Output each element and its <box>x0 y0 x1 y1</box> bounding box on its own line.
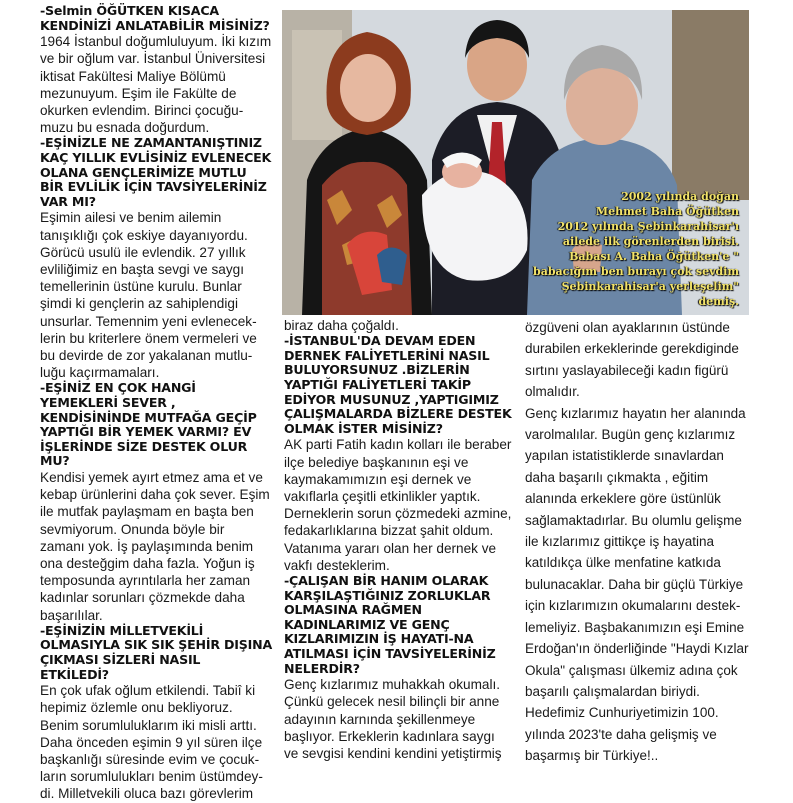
interview-answer: AK parti Fatih kadın kolları ile beraber ilçe belediye başkanının eşi ve kaymakamımızın eşi dernek ve vakıflarla çeşitli etkinlikler yaptık. Derneklerin sorun çözmedeki azmine, fedakarlıklarına bizzat şahit oldum. Vatanıma yararı olan her dernek ve vakfı desteklerim. <box>284 437 512 573</box>
interview-answer: Kendisi yemek ayırt etmez ama et ve kebap ürünlerini daha çok sever. Eşim ile mutfak paylaşmam en başta ben sevmiyorum. Onunda böyle bir zamanı yok. İş paylaşımında benim ona desteğgim daha fazla. Yoğun iş temposunda ayrıntılarla her zaman kadınlar sorunları çözmekde daha başarılılar. <box>40 469 270 623</box>
article-column-3 <box>525 317 755 767</box>
photo-caption <box>529 189 739 309</box>
caption-line: babacığım ben burayı çok sevdim <box>533 265 739 278</box>
caption-line: 2002 yılında doğan <box>621 190 739 203</box>
interview-question: -EŞİNİZ EN ÇOK HANGİ YEMEKLERİ SEVER , KENDİSİNİNDE MUTFAĞA GEÇİP YAPTIĞI BİR YEMEK VARMI? EV İŞLERİNDE SİZE DESTEK OLUR MU? <box>40 380 257 469</box>
interview-answer: Genç kızlarımız hayatın her alanında varolmalılar. Bugün genç kızlarımız yapılan istatistiklerde sınavlardan daha başarılı çıkmakta , eğitim alanında erkeklere göre üstünlük sağlamaktadırlar. Bu olumlu gelişme ile kızlarımız gittikçe iş hayatina katıldıkça ülke menfatine katkıda bulunacaklar. Daha bir güçlü Türkiye için kızlarımızın okumalarını destek-lemeliyiz. Başbakanımızın eşi Emine Erdoğan'ın önderliğinde "Haydi Kızlar Okula" çalışması ülkemiz adına çok başarılı çalışmalardan biriydi. Hedefimiz Cunhuriyetimizin 100. yılında 2023'te daha gelişmiş ve başarmış bir Türkiye!.. <box>525 405 749 764</box>
caption-line: Şebinkarahisar'a yerleşelim" demiş. <box>561 280 739 308</box>
interview-question: -EŞİNİZLE NE ZAMANTANIŞTINIZ KAÇ YILLIK EVLİSİNİZ EVLENECEK OLANA GENÇLERİMİZE MUTLU BİR EVLİLİK İÇİN TAVSİYELERİNİZ VAR MI? <box>40 135 272 209</box>
interview-answer: Eşimin ailesi ve benim ailemin tanışıklığı çok eskiye dayanıyordu. Görücü usulü ile evlendik. 27 yıllık evliliğimiz en başta sevgi ve saygı temellerinin üstüne kurulu. Bunlar şimdi ki gençlerin az sahiplendigi unsurlar. Temennim yeni evlenecek-lerin bu kriterlere önem vermeleri ve bu devirde de zor yakalanan mutlu-luğu kaçırmamaları. <box>40 210 257 381</box>
article-column-1 <box>40 4 272 803</box>
interview-answer: En çok ufak oğlum etkilendi. Tabiî ki hepimiz özlemle onu bekliyoruz. Benim sorumluluklarım iki misli arttı. Daha önceden eşimin 9 yıl süren ilçe başkanlığı süresinde evim ve çocuk-ların sorumlulukları benim üstümdey-di. Milletvekili oluca bazı görevlerim <box>40 683 263 802</box>
caption-line: ailede ilk görenlerden birisi. <box>562 235 739 248</box>
caption-line: 2012 yılında Şebinkarahisar'ı <box>557 220 739 233</box>
caption-line: Babası A. Baha Öğütken'e " <box>569 250 739 263</box>
caption-line: Mehmet Baha Öğütken <box>595 205 739 218</box>
interview-answer: özgüveni olan ayaklarının üstünde durabilen erkeklerinde gerekdiginde sırtını yaslayabileceği kadın figürü olmalıdır. <box>525 320 739 400</box>
interview-answer: Genç kızlarımız muhakkah okumalı. Çünkü gelecek nesil bilinçli bir anne adayının karnında şekillenmeye başlıyor. Erkeklerin kadınlara saygı ve sevgisi kendini kendini yetiştirmiş <box>284 677 502 761</box>
interview-question: -EŞİNİZİN MİLLETVEKİLİ OLMASIYLA SIK SIK ŞEHİR DIŞINA ÇIKMASI SİZLERİ NASIL ETKİLEDİ? <box>40 622 273 682</box>
interview-question: -Selmin ÖĞÜTKEN KISACA KENDİNİZİ ANLATABİLİR MİSİNİZ? <box>40 3 270 33</box>
interview-question: -ÇALIŞAN BİR HANIM OLARAK KARŞILAŞTIĞINIZ ZORLUKLAR OLMASINA RAĞMEN KADINLARIMIZ VE GENÇ KIZLARIMIZIN İŞ HAYATI-NA ATILMASI İÇİN TAVSİYELERİNİZ NELERDİR? <box>284 572 496 676</box>
article-column-2 <box>284 317 512 762</box>
interview-question: -İSTANBUL'DA DEVAM EDEN DERNEK FALİYETLERİNİ NASIL BULUYORSUNUZ .BİZLERİN YAPTIĞI FALİYETLERİ TAKİP EDİYOR MUSUNUZ ,YAPTIGIMIZ ÇALIŞMALARDA BİZLERE DESTEK OLMAK İSTER MİSİNİZ? <box>284 333 512 436</box>
interview-answer: 1964 İstanbul doğumluluyum. İki kızım ve bir oğlum var. İstanbul Üniversitesi iktisat Fakültesi Maliye Bölümü mezunuyum. Eşim ile Fakülte de okurken evlendim. Birinci çocuğu-muzu bu esnada doğurdum. <box>40 34 272 136</box>
family-photo <box>282 10 749 315</box>
interview-answer: biraz daha çoğaldı. <box>284 318 399 333</box>
